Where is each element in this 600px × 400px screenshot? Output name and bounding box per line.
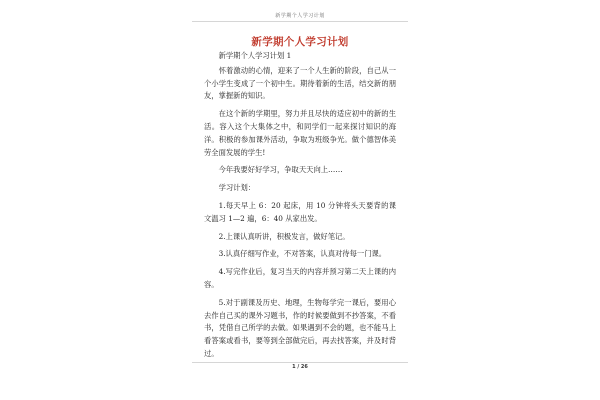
document-body [204,50,396,363]
document-title: 新学期个人学习计划 [251,36,349,48]
section-subtitle: 新学期个人学习计划 1 [218,51,292,60]
paragraph-intro: 怀着激动的心情，迎来了一个人生新的阶段，自己从一个小学生变成了一个初中生。期待着新的生活，结交新的朋友，掌握新的知识。 [204,65,396,101]
plan-item-5: 5.对于副课及历史、地理，生物每学完一课后，要用心去作自己买的课外习题书，作的时候要做到不抄答案，不看书，凭借自己所学的去做。如果遇到不会的题，也不能马上看答案或看书，要等到全部做完后，再去找答案，并及时背过。 [204,297,396,358]
header-divider [192,21,408,22]
plan-item-3: 3.认真仔细写作业，不对答案，认真对待每一门课。 [218,249,387,259]
footer-divider [192,362,408,363]
page-number: 1 / 26 [292,364,308,370]
paragraph-semester: 在这个新的学期里，努力并且尽快的适应初中的新的生活。容入这个大集体之中，和同学们一起来探讨知识的海洋。积极的参加课外活动，争取为班级争光。做个德智体美劳全面发展的学生! [204,109,396,157]
plan-item-4: 4.写完作业后，复习当天的内容并预习第二天上课的内容。 [204,267,396,289]
paragraph-goal: 今年我要好好学习，争取天天向上…… [218,165,343,175]
plan-item-1: 1.每天早上 6：20 起床，用 10 分钟将头天要背的课文温习 1—2 遍，6：40 从家出发。 [204,200,396,223]
running-header: 新学期个人学习计划 [275,13,325,19]
plan-heading: 学习计划： [218,183,256,193]
plan-item-2: 2.上课认真听讲，积极发言，做好笔记。 [218,231,350,241]
